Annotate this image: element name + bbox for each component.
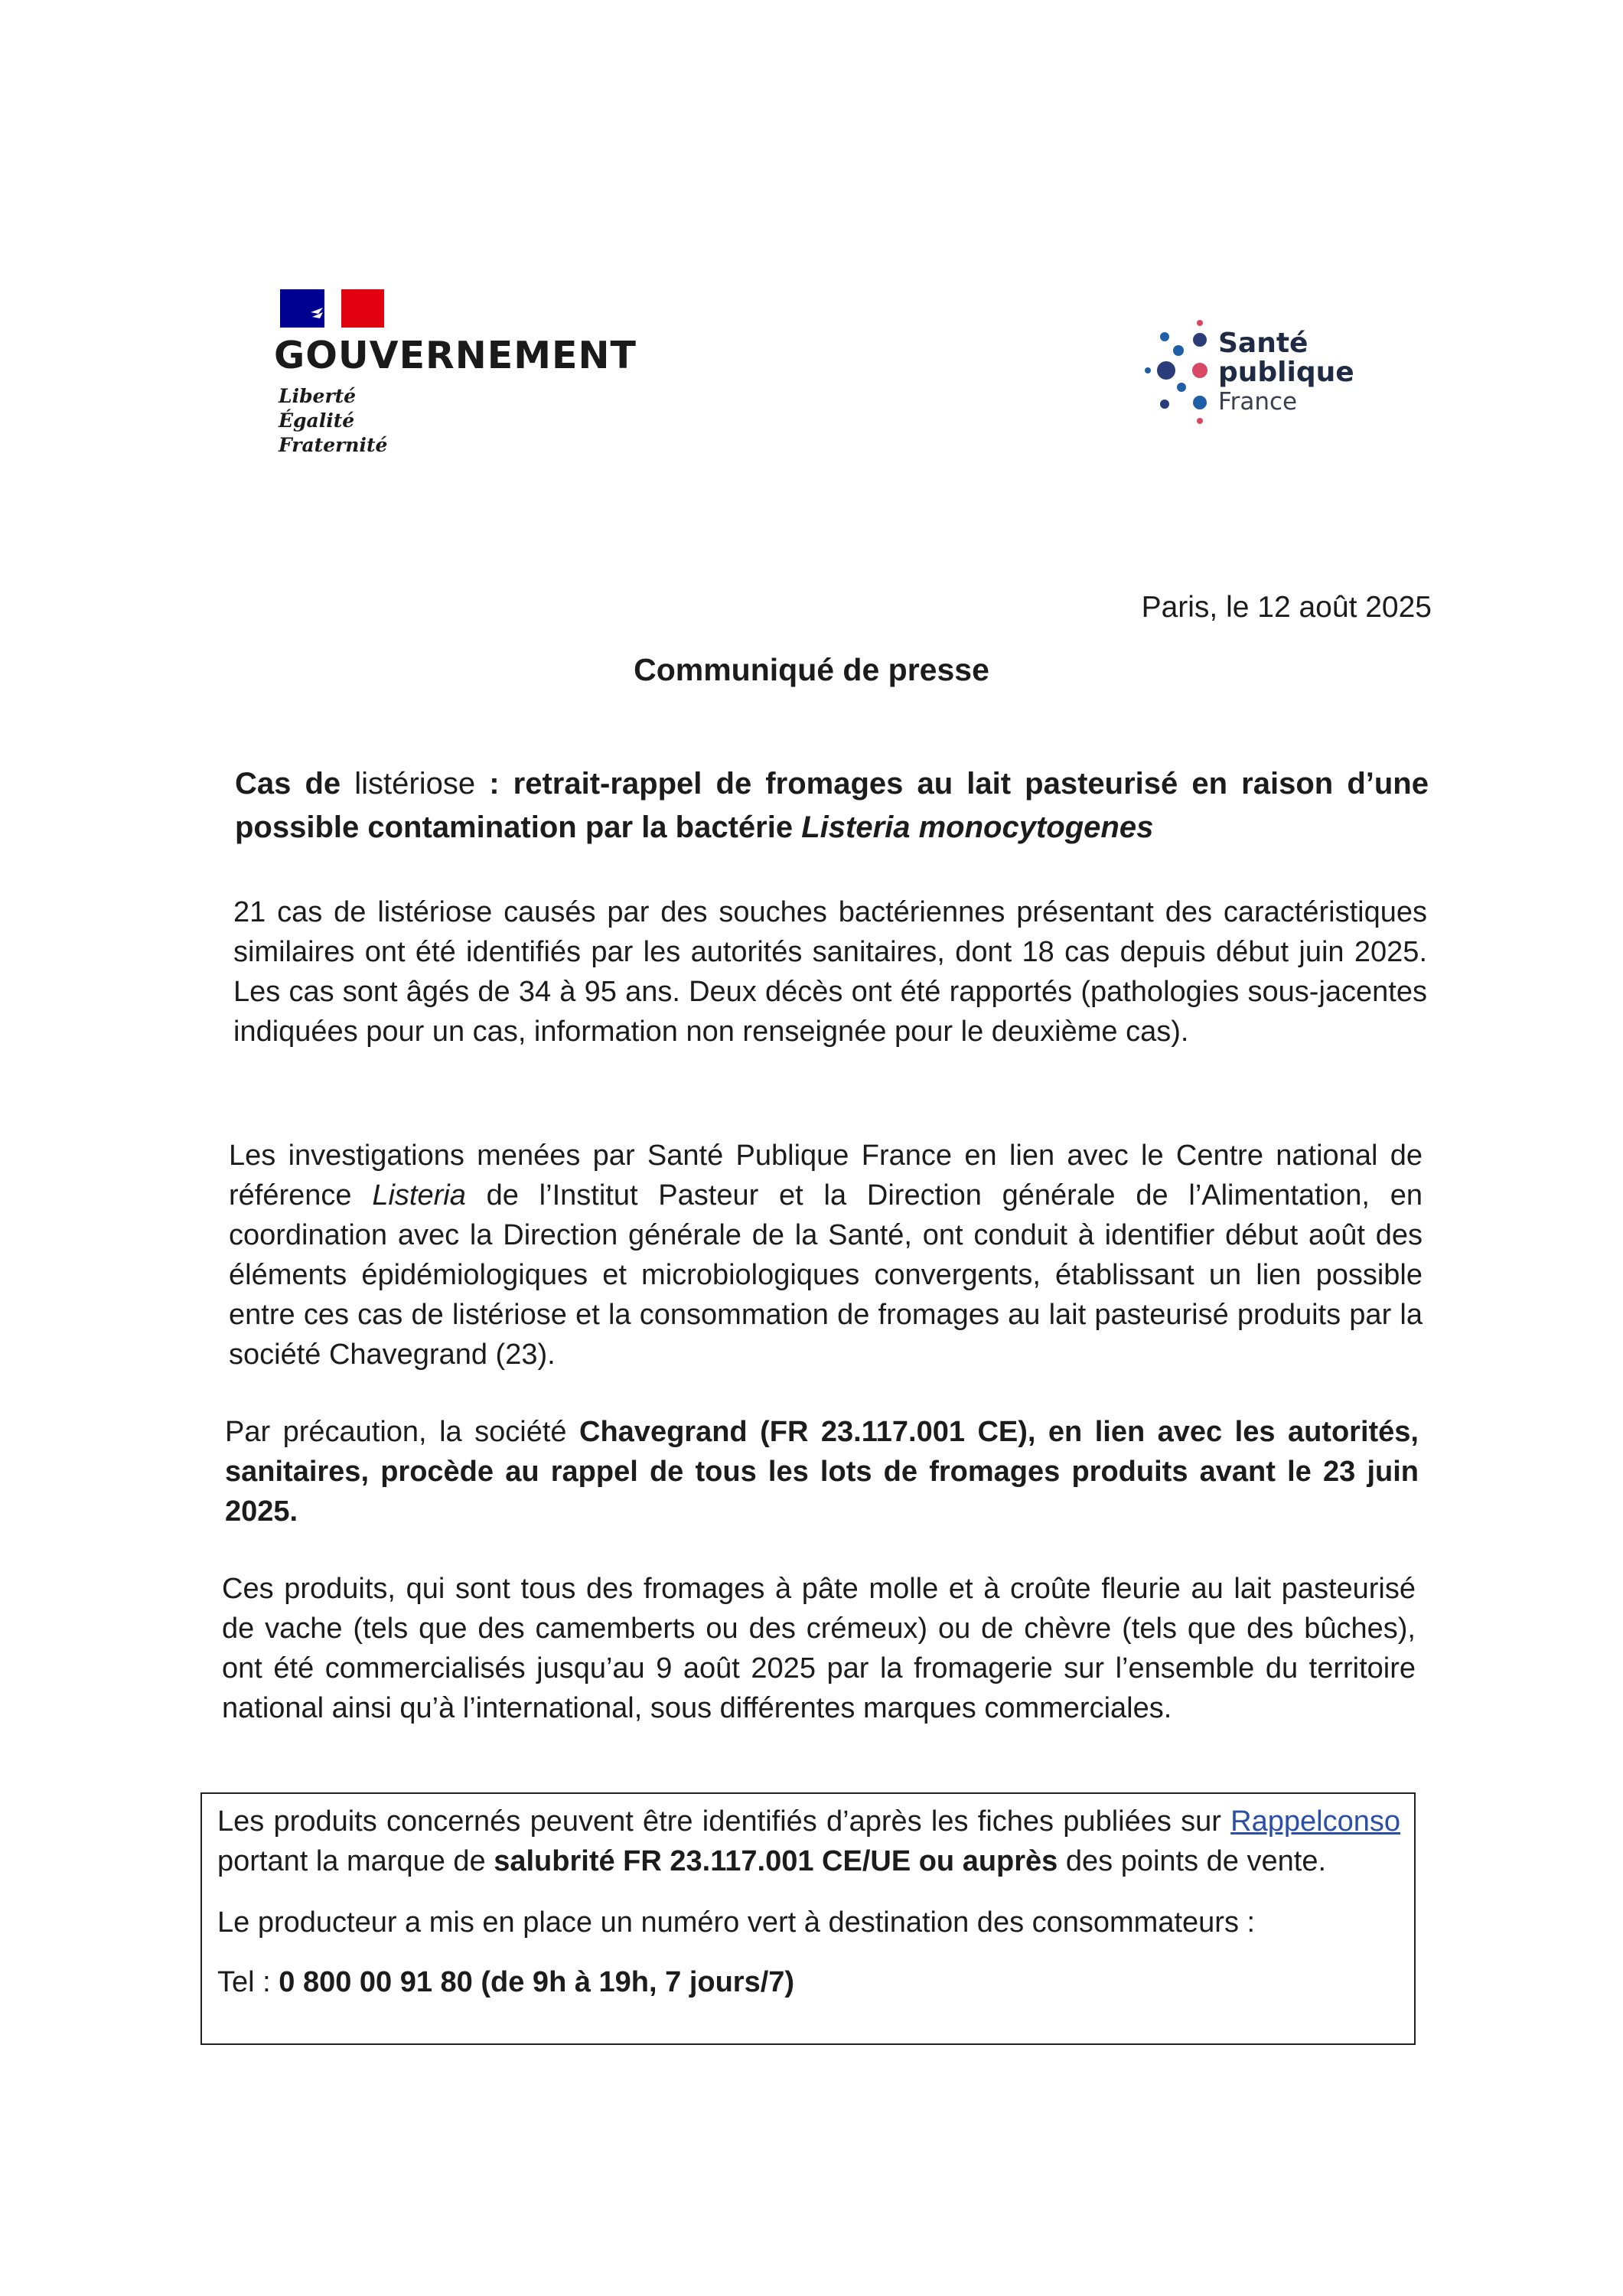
headline: [235, 762, 1429, 850]
paragraph-investigations-c: de l’Institut Pasteur et la Direction générale de l’Alimentation, en coordination avec la Direction générale de la Santé, ont conduit à identifier début août des éléments épidémiologiques et microbiologiques convergents, établissant un lien possible entre ces cas de listériose et la consommation de fromages au lait pasteurisé produits par la société Chavegrand (23).: [229, 1179, 1423, 1371]
paragraph-recall-a: Par précaution, la société: [225, 1416, 580, 1448]
info-box-identification-a: Les produits concernés peuvent être identifiés d’après les fiches publiées sur: [217, 1805, 1231, 1838]
paragraph-investigations-b: Listeria: [372, 1179, 466, 1212]
info-box-identification-c: salubrité FR 23.117.001 CE/UE ou auprès: [494, 1845, 1058, 1877]
spf-line-sante: Santé: [1218, 328, 1309, 359]
paragraph-recall: [225, 1412, 1419, 1531]
spf-line-publique: publique: [1218, 357, 1354, 388]
info-box-hotline-intro: Le producteur a mis en place un numéro vert à destination des consommateurs :: [217, 1906, 1256, 1939]
headline-part-1: Cas de: [235, 767, 355, 801]
sante-publique-france-logo: [1140, 314, 1370, 429]
spf-dots-icon: [1140, 314, 1217, 429]
phone-label: Tel :: [217, 1966, 279, 1998]
paragraph-products: Ces produits, qui sont tous des fromages à pâte molle et à croûte fleurie au lait pasteurisé de vache (tels que des camemberts ou des crémeux) ou de chèvre (tels que des bûches), ont été commercialisés jusqu’au 9 août 2025 par la fromagerie sur l’ensemble du territoire national ainsi qu’à l’international, sous différentes marques commerciales.: [222, 1573, 1416, 1724]
info-box-identification-b: portant la marque de: [217, 1845, 494, 1877]
motto-egalite: Égalité: [279, 409, 355, 432]
spf-wordmark: [1218, 329, 1354, 416]
marianne-flag-icon: [280, 289, 384, 328]
page-title: Communiqué de presse: [634, 652, 989, 687]
info-box: [200, 1792, 1416, 2045]
government-logo: [274, 285, 637, 468]
info-box-identification-d: des points de vente.: [1058, 1845, 1327, 1877]
motto-liberte: Liberté: [279, 385, 357, 407]
rappelconso-link[interactable]: Rappelconso: [1230, 1805, 1400, 1838]
headline-part-2: listériose: [354, 767, 476, 801]
government-name: GOUVERNEMENT: [274, 334, 637, 377]
headline-part-3: : retrait-rappel de fromages au lait pasteurisé en raison d’une possible contamination par la bactérie: [235, 767, 1429, 844]
info-box-content: [217, 1802, 1400, 2002]
phone-number: 0 800 00 91 80 (de 9h à 19h, 7 jours/7): [279, 1966, 795, 1998]
date-line: Paris, le 12 août 2025: [1141, 591, 1432, 624]
paragraph-investigations-a: Les investigations menées par Santé Publique France en lien avec le Centre national de référence: [229, 1140, 1423, 1212]
headline-part-4: Listeria monocytogenes: [801, 810, 1154, 844]
spf-line-france: France: [1218, 388, 1298, 416]
paragraph-investigations: [229, 1136, 1423, 1375]
government-motto: [279, 384, 387, 458]
info-box-identification: [217, 1802, 1400, 1881]
paragraph-cases: 21 cas de listériose causés par des souches bactériennes présentant des caractéristiques similaires ont été identifiés par les autorités sanitaires, dont 18 cas depuis début juin 2025. Les cas sont âgés de 34 à 95 ans. Deux décès ont été rapportés (pathologies sous-jacentes indiquées pour un cas, information non renseignée pour le deuxième cas).: [233, 896, 1427, 1048]
paragraph-recall-b: Chavegrand (FR 23.117.001 CE), en lien avec les autorités, sanitaires, procède au rappel de tous les lots de fromages produits avant le 23 juin 2025.: [225, 1416, 1419, 1528]
motto-fraternite: Fraternité: [279, 434, 388, 456]
info-box-phone: [217, 1962, 1400, 2002]
